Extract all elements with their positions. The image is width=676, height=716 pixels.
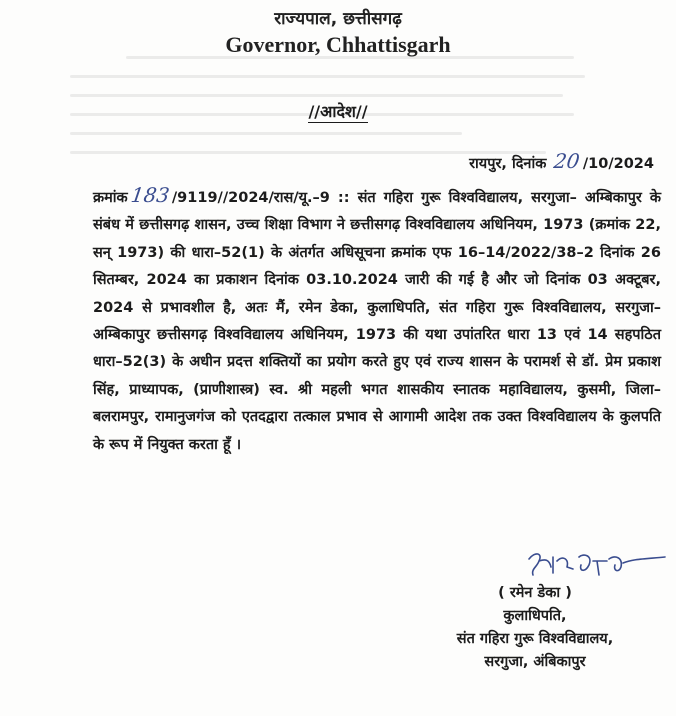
date-prefix: रायपुर, दिनांक	[469, 156, 547, 172]
reference-prefix: क्रमांक	[93, 190, 128, 206]
order-body-text: :: संत गहिरा गुरू विश्वविद्यालय, सरगुजा– अम्बिकापुर के संबंध में छत्तीसगढ़ शासन, उच्च शिक्षा विभाग ने छत्तीसगढ़ विश्वविद्यालय अधिनियम, 1973 (क्रमांक 22, सन् 1973) की धारा–52(1) के अंतर्गत अधिसूचना क्रमांक एफ 16–14/2022/38–2 दिनांक 26 सितम्बर, 2024 का प्रकाशन दिनांक 03.10.2024 जारी की गई है और जो दिनांक 03 अक्टूबर, 2024 से प्रभावशील है, अतः मैं, रमेन डेका, कुलाधिपति, संत गहिरा गुरू विश्वविद्यालय, सरगुजा–अम्बिकापुर छत्तीसगढ़ विश्वविद्यालय अधिनियम, 1973 की यथा उपांतरित धारा 13 एवं 14 सहपठित धारा–52(3) के अधीन प्रदत्त शक्तियों का प्रयोग करते हुए एवं राज्य शासन के परामर्श से डॉ. प्रेम प्रकाश सिंह, प्राध्यापक, (प्राणीशास्त्र) स्व. श्री महली भगत शासकीय स्नातक महाविद्यालय, कुसमी, जिला– बलरामपुर, रामानुजगंज को एतदद्वारा तत्काल प्रभाव से आगामी आदेश तक उक्त विश्वविद्यालय के कुलपति के रूप में नियुक्त करता हूँ ।	[93, 190, 661, 453]
order-title-text: //आदेश//	[308, 102, 368, 121]
header-title-hindi: राज्यपाल, छत्तीसगढ़	[274, 9, 402, 29]
signatory-designation: कुलाधिपति,	[503, 608, 567, 624]
date-day-handwritten: 20	[552, 149, 582, 173]
signature-block	[380, 582, 676, 674]
reference-number-handwritten: 183	[129, 183, 171, 207]
reference-rest: /9119//2024/रास/यू.–9	[171, 190, 330, 206]
signatory-institution: संत गहिरा गुरू विश्वविद्यालय,	[456, 631, 614, 647]
order-body	[93, 182, 661, 459]
date-rest: /10/2024	[582, 156, 654, 172]
reference-number	[93, 183, 330, 207]
date-line	[469, 149, 654, 173]
order-title	[0, 100, 676, 122]
signatory-name: ( रमेन डेका )	[498, 585, 572, 601]
signature	[523, 545, 673, 587]
header-title-english: Governor, Chhattisgarh	[225, 32, 451, 57]
signatory-place: सरगुजा, अंबिकापुर	[484, 654, 586, 670]
